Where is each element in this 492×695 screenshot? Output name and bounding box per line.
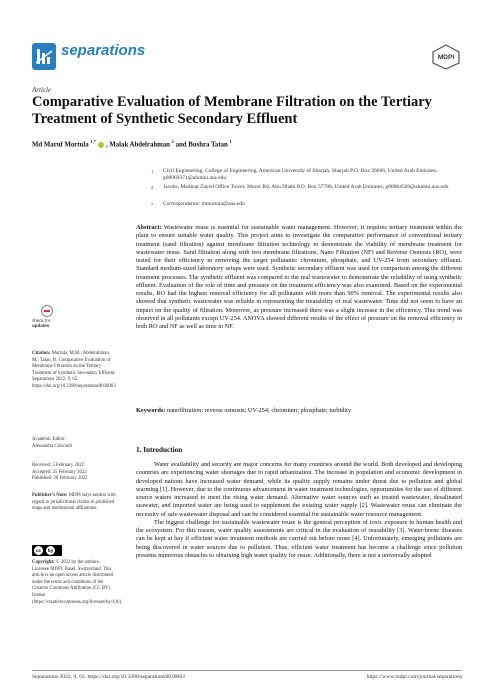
page-footer [32,670,462,680]
journal-logo-icon [32,43,56,70]
academic-editor-name: Alessandra Criscuoli [32,443,73,449]
published-date: Published: 28 February 2022 [32,476,88,482]
keywords-text: nanofiltration; reverse osmosis; UV-254; chromium; phosphate; turbidity [166,407,352,414]
article-type: Article [32,86,52,94]
affiliation-1 [151,168,463,182]
affiliation-1-number: 1 [151,169,154,174]
affiliation-2-number: 2 [151,185,154,190]
author-list [32,139,232,148]
publisher-name: MDPI [437,54,455,61]
author-2-affil: 2 [171,139,174,144]
correspondence-text[interactable]: Correspondence: mmortula@aus.edu [163,201,245,207]
citation-label: Citation: [32,351,51,356]
keywords-label: Keywords: [136,407,166,414]
author-2[interactable]: , Malak Abdelrahman [105,141,172,149]
correspondence-mark: * [151,202,154,207]
publisher-note-text: MDPI stays neutral with regard to jurisdictional claims in published maps and institutional affiliations. [32,493,116,512]
check-updates-line2: updates [32,323,50,328]
received-date: Received: 5 February 2022 [32,463,85,468]
check-updates-line1: check for [32,318,51,323]
copyright-block [32,560,123,606]
check-updates-text [32,318,62,328]
abstract-text: Wastewater reuse is essential for sustainable water management. However, it requires tertiary treatment within the plant to ensure suitable water quality. This project aims to investigate the comparative performance of conventional tertiary treatment (sand filtration) against membrane filtration technology to demonstrate the viability of membrane treatment for wastewater reuse. Sand filtration along with two membrane filtrations, Nano Filtration (NF) and Reverse Osmosis (RO), were tested for their efficiency in removing the target pollutants: chromium, phosphate, and UV-254 from secondary effluent. Standard medium-sized laboratory setups were used. Synthetic secondary effluent was used for comparison among the different treatment processes. The synthetic effluent was compared to the real wastewater to demonstrate the reliability of using synthetic effluent. Evaluation of the role of time and pressure on the treatment efficiency was also examined. Based on the experimental results, RO had the highest removal efficiency for all pollutants with more than 90% removal. The experimental results also showed that synthetic wastewater was reliable in representing the treatability of real wastewater. Time did not seem to have an impact on the quality of filtration. Moreover, as pressure increased there was a slight increase in the efficiency. This trend was observed in all pollutants except UV-254. ANOVA showed different results of the effect of pressure on the removal efficiency in both RO and NF as well as time in NF. [136,224,462,330]
dates-block [32,463,116,483]
accepted-date: Accepted: 25 February 2022 [32,469,87,475]
copyright-label: Copyright: [32,560,55,565]
intro-paragraph-2: The biggest challenge for sustainable wastewater reuse is the general perception of toxic exposure to human health and the ecosystem. For this reason, water quality assessments are critical in the evaluation of reusability [3]. Water-borne diseases can be kept at bay if efficient water treatment methods are carried out before reuse [4]. Unfortunately, emerging pollutants are being discovered in water sources due to pollution. Thus, efficient water treatment has become a challenge since pollution presents numerous obstacles to obtaining high water quality for reuse. Additionally, there is not a universally adopted [136,518,462,559]
publisher-note-label: Publisher’s Note: [32,493,68,498]
keywords [136,407,462,414]
affiliation-1-text: Civil Engineering, College of Engineering, American University of Sharjah, Sharjah P.O. Box 26666, United Arab Emirates; g00069371@alumni.aus.edu [163,168,438,181]
orcid-icon[interactable] [98,142,104,148]
publisher-note [32,493,116,513]
body-text [136,461,462,560]
abstract-label: Abstract: [136,224,162,231]
author-1-affil: 1,* [90,139,96,144]
correspondence [151,201,463,208]
intro-paragraph-1: Water availability and security are major concerns for many countries around the world. Both developed and developing countries are experiencing water shortages due to rapid urbanization. The increase in population and economic development in developed nations have increased water demand, while its quality supply remains under threat due to pollution and global warming [1]. However, due to the continuous advancement in water treatment technologies, opportunities for the use of different source waters increased to meet the rising water demand. Alternative water sources such as treated wastewater, desalinated seawater, and imported water are being used to supplement the existing water supply [2]. Wastewater reuse can eliminate the necessity of safe wastewater disposal and can be considered essential for sustainable water resource management. [136,461,462,518]
footer-journal-url[interactable]: https://www.mdpi.com/journal/separations [366,674,462,680]
affiliation-2-text: Jacobs, Madinat Zayed Office Tower, Muror Rd, Abu Dhabi P.O. Box 57788, United Arab Emirates; g00064569@alumni.aus.edu [163,184,449,190]
abstract [136,224,462,331]
citation-block [32,351,116,391]
academic-editor-block [32,437,116,450]
author-3-affil: 1 [229,139,232,144]
footer-citation[interactable]: Separations 2022, 9, 63. https://doi.org/10.3390/separations9030063 [32,674,185,680]
cc-by-license-icon[interactable] [32,545,62,556]
section-heading: 1. Introduction [136,446,183,454]
copyright-text: © 2022 by the authors. Licensee MDPI, Basel, Switzerland. This article is an open access article distributed under the terms and conditions of the Creative Commons Attribution (CC BY) license (https://creativecommons.org/licenses/by/4.0/). [32,560,123,605]
journal-name[interactable]: separations [61,42,146,59]
check-for-updates-badge[interactable] [32,305,62,328]
cc-icon: cc [35,548,41,553]
affiliation-2 [151,184,463,191]
author-3[interactable]: and Bushra Tatan [173,141,230,149]
author-1[interactable]: Md Maruf Mortula [32,141,91,149]
academic-editor-label: Academic Editor: [32,437,66,442]
citation-text[interactable]: Mortula, M.M.; Abdelrahman, M.; Tatan, B. Comparative Evaluation of Membrane Filtration on the Tertiary Treatment of Synthetic Secondary Effluent. Separations 2022, 9, 63. https://doi.org/10.3390/separations9030063 [32,351,116,389]
check-updates-icon [41,305,53,317]
article-title: Comparative Evaluation of Membrane Filtration on the Tertiary Treatment of Synthetic Secondary Effluent [32,94,432,127]
by-icon: by [47,548,54,553]
